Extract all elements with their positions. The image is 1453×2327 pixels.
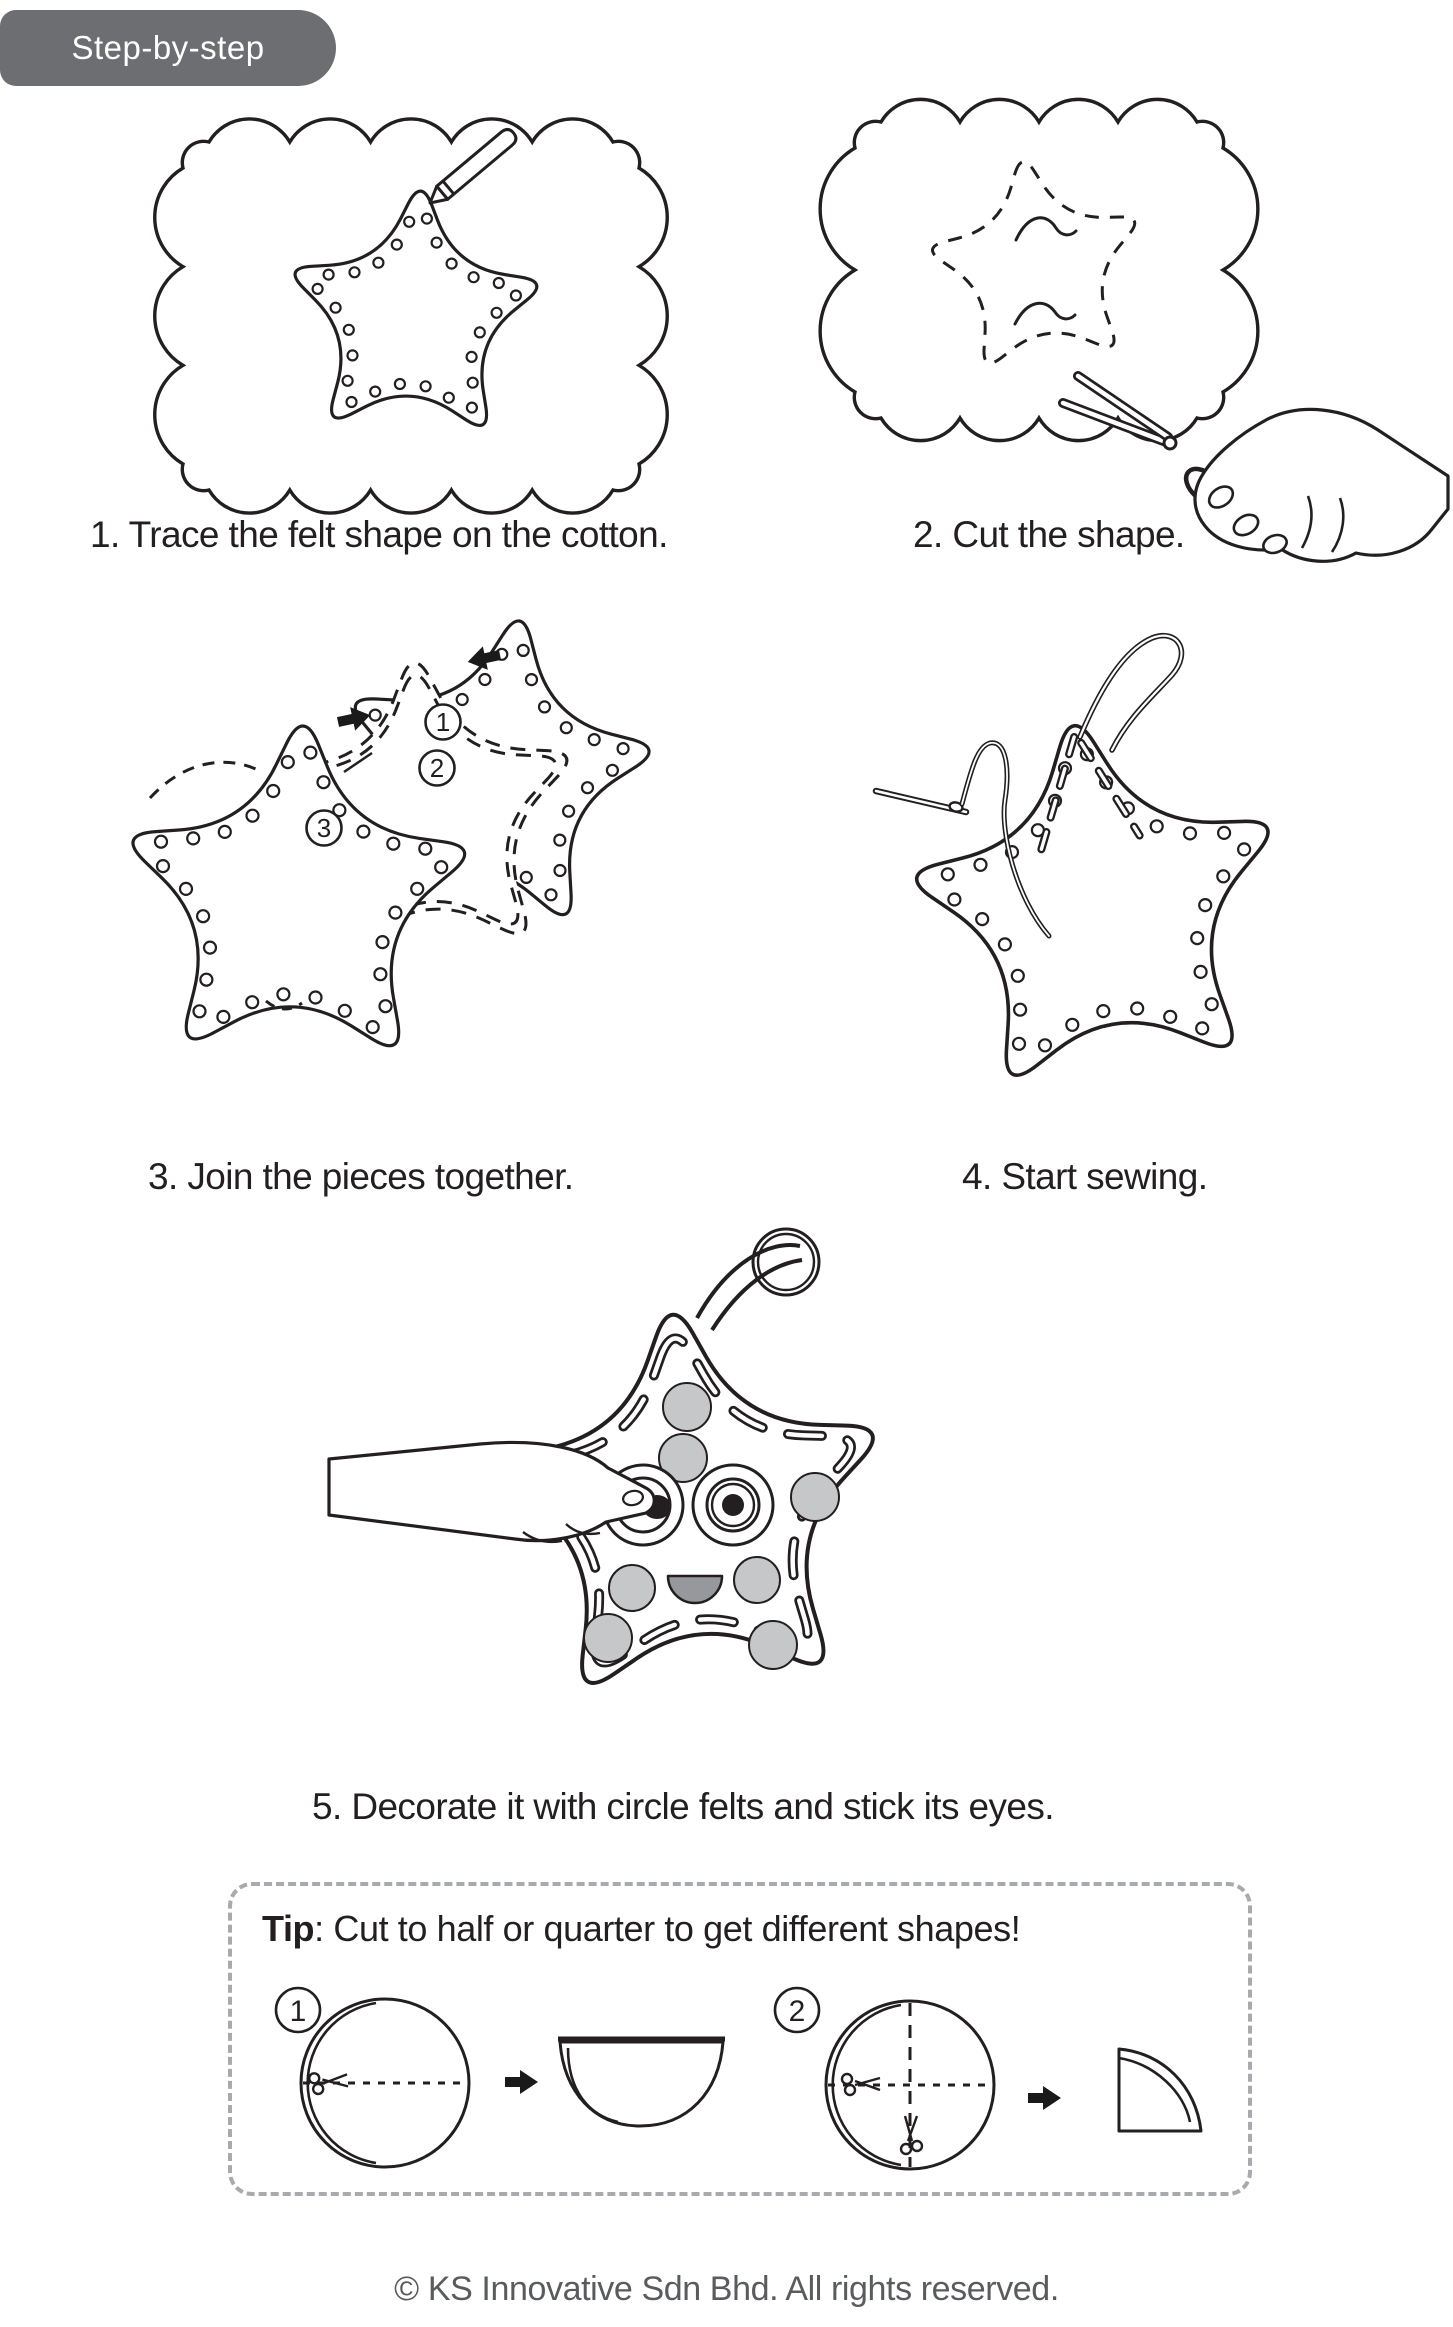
ribbon-and-ring	[697, 1229, 819, 1330]
needle-icon	[876, 791, 966, 813]
piece-label-2	[420, 751, 455, 786]
svg-text:2: 2	[429, 753, 445, 783]
svg-text:2: 2	[788, 1995, 806, 2028]
piece-label-1	[426, 705, 461, 740]
svg-text:1: 1	[435, 707, 451, 737]
step2-hand-icon	[1195, 409, 1448, 561]
hanging-loop	[1080, 636, 1181, 750]
tip-box	[228, 1882, 1252, 2196]
step1-trace-illustration	[155, 119, 668, 513]
step3-join-illustration	[133, 621, 649, 1046]
step2-caption: 2. Cut the shape.	[913, 514, 1185, 555]
tip-text: Tip: Cut to half or quarter to get different shapes!	[262, 1908, 1021, 1949]
piece-label-3	[307, 811, 342, 846]
step3-caption: 3. Join the pieces together.	[148, 1156, 574, 1197]
step2-cut-illustration	[820, 99, 1258, 440]
step5-caption: 5. Decorate it with circle felts and stick its eyes.	[312, 1786, 1054, 1827]
copyright-footer: © KS Innovative Sdn Bhd. All rights reserved.	[394, 2270, 1059, 2308]
step-by-step-tab: Step-by-step	[0, 10, 336, 86]
step1-caption: 1. Trace the felt shape on the cotton.	[90, 514, 668, 555]
right-eye	[693, 1465, 773, 1545]
step4-caption: 4. Start sewing.	[962, 1156, 1208, 1197]
tip-label: Tip	[262, 1908, 315, 1949]
svg-text:3: 3	[316, 813, 332, 843]
svg-text:1: 1	[289, 1995, 307, 2028]
